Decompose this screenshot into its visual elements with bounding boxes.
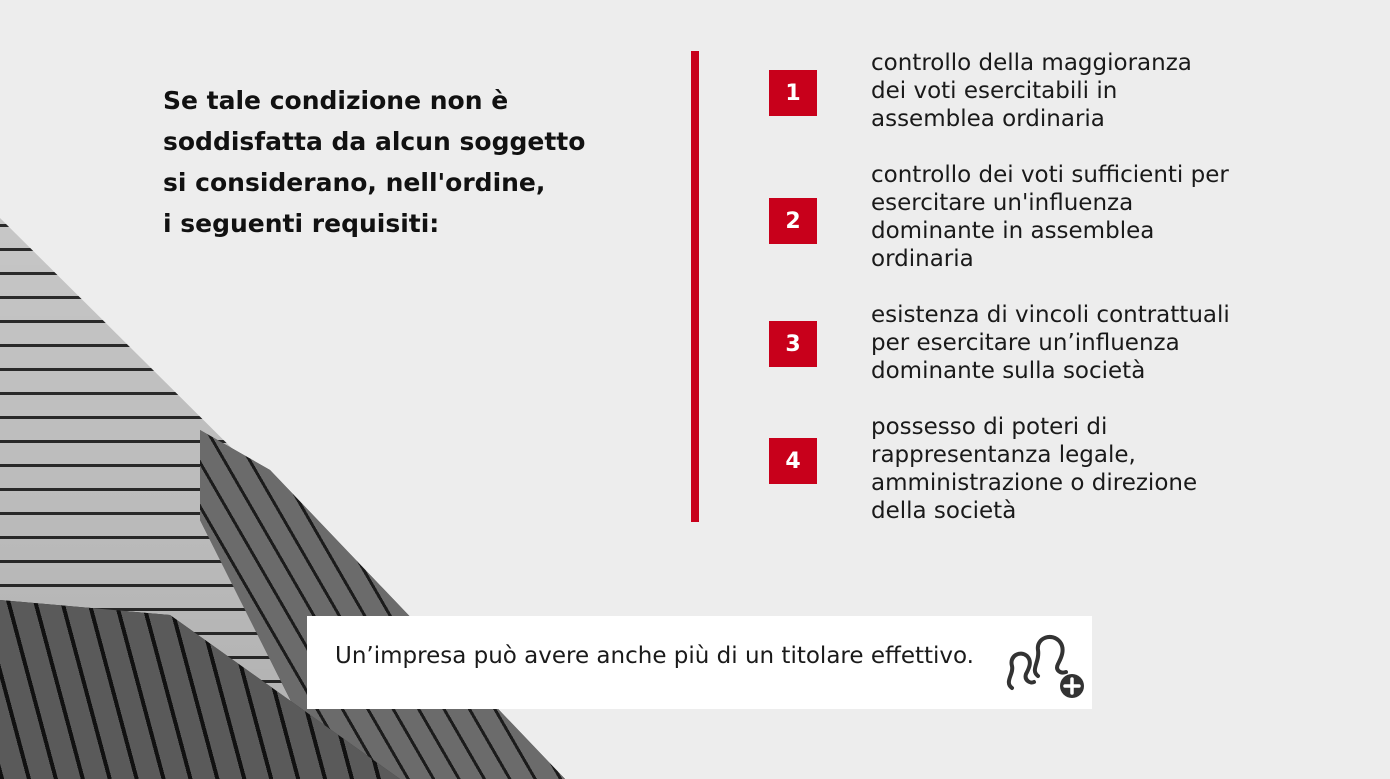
note-text: Un’impresa può avere anche più di un titolare effettivo. [335, 643, 974, 669]
requirement-text-2: controllo dei voti sufficienti per esercitare un'influenza dominante in assemblea ordinaria [871, 162, 1229, 272]
requirement-number-3: 3 [769, 321, 817, 367]
divider-bar [691, 51, 699, 522]
requirement-text-4: possesso di poteri di rappresentanza legale, amministrazione o direzione della società [871, 414, 1198, 524]
requirement-number-1: 1 [769, 70, 817, 116]
requirement-number-4: 4 [769, 438, 817, 484]
add-people-icon [1000, 628, 1090, 700]
requirement-number-2: 2 [769, 198, 817, 244]
note-box [307, 616, 1092, 709]
page-heading: Se tale condizione non è soddisfatta da alcun soggetto si considerano, nell'ordine, i seguenti requisiti: [163, 86, 586, 238]
requirement-text-1: controllo della maggioranza dei voti esercitabili in assemblea ordinaria [871, 50, 1192, 132]
requirement-text-3: esistenza di vincoli contrattuali per esercitare un’influenza dominante sulla società [871, 302, 1230, 384]
